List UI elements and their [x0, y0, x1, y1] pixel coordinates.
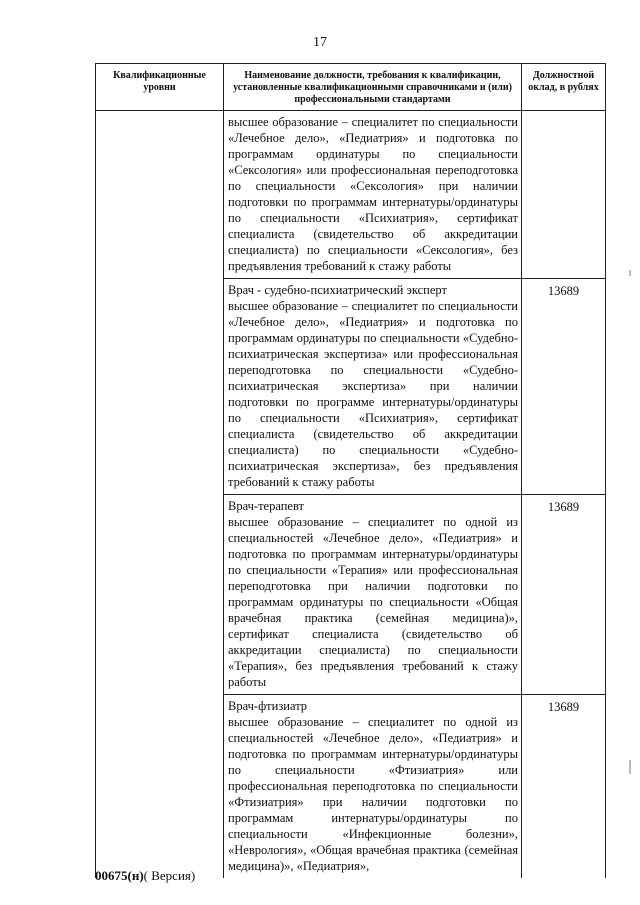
version-label: ( Версия) — [143, 868, 196, 883]
salary-cell — [522, 111, 606, 279]
description-cell — [224, 495, 522, 695]
qualification-table — [95, 63, 606, 878]
salary-value — [522, 111, 605, 116]
document-code: 00675(н) — [95, 868, 144, 883]
table-row — [96, 695, 606, 879]
header-position-requirements: Наименование должности, требования к квалификации, установленные квалификационными справочниками и (или) профессиональными стандартами — [224, 64, 522, 111]
requirements-text: высшее образование – специалитет по специальности «Лечебное дело», «Педиатрия» и подготовка по программам ординатуры по специальности «Сексология» или профессиональная переподготовка по специальности «Сексология» при наличии подготовки по программам интернатуры/ординатуры по специальности «Психиатрия», сертификат специалиста (свидетельство об аккредитации специалиста) по специальности «Сексология», без предъявления требований к стажу работы — [228, 115, 518, 273]
requirements-text: высшее образование – специалитет по одной из специальностей «Лечебное дело», «Педиатрия» и подготовка по программам интернатуры/ординатуры по специальности «Терапия» или профессиональная переподготовка при наличии подготовки по программам ординатуры по специальности «Общая врачебная практика (семейная медицина)», сертификат специалиста (свидетельство об аккредитации специалиста) по специальности «Терапия», без предъявления требований к стажу работы — [228, 515, 518, 689]
table-header-row — [96, 64, 606, 111]
position-title: Врач-фтизиатр — [228, 699, 308, 713]
scan-mark — [629, 270, 631, 276]
description-cell — [224, 279, 522, 495]
description-cell — [224, 695, 522, 879]
level-cell — [96, 111, 224, 279]
position-title: Врач-терапевт — [228, 499, 305, 513]
header-salary: Должностной оклад, в рублях — [522, 64, 606, 111]
table-row — [96, 495, 606, 695]
salary-cell — [522, 695, 606, 879]
position-title: Врач - судебно-психиатрический эксперт — [228, 283, 447, 297]
scan-mark — [629, 760, 631, 774]
description-cell — [224, 111, 522, 279]
salary-cell — [522, 279, 606, 495]
header-qualification-levels: Квалификационные уровни — [96, 64, 224, 111]
requirements-text: высшее образование – специалитет по одной из специальностей «Лечебное дело», «Педиатрия» и подготовка по программам интернатуры/ординатуры по специальности «Фтизиатрия» или профессиональная переподготовка по специальности «Фтизиатрия» при наличии подготовки по программам интернатуры/ординатуры по специальности «Инфекционные болезни», «Неврология», «Общая врачебная практика (семейная медицина)», «Педиатрия», — [228, 715, 518, 873]
table-row — [96, 111, 606, 279]
requirements-text: высшее образование – специалитет по специальности «Лечебное дело», «Педиатрия» и подготовка по программам ординатуры по специальности «Судебно-психиатрическая экспертиза» или профессиональная переподготовка по специальности «Судебно-психиатрическая экспертиза» при наличии подготовки по программе интернатуры/ординатуры по специальности «Психиатрия», сертификат специалиста (свидетельство об аккредитации специалиста) по специальности «Судебно-психиатрическая экспертиза», без предъявления требований к стажу работы — [228, 299, 518, 489]
page-number: 17 — [313, 35, 327, 50]
document-footer — [95, 868, 195, 884]
salary-value: 13689 — [547, 700, 580, 714]
salary-cell — [522, 495, 606, 695]
level-cell — [96, 495, 224, 695]
table-row — [96, 279, 606, 495]
level-cell — [96, 695, 224, 879]
level-cell — [96, 279, 224, 495]
salary-value: 13689 — [547, 500, 580, 514]
salary-value: 13689 — [547, 284, 580, 298]
